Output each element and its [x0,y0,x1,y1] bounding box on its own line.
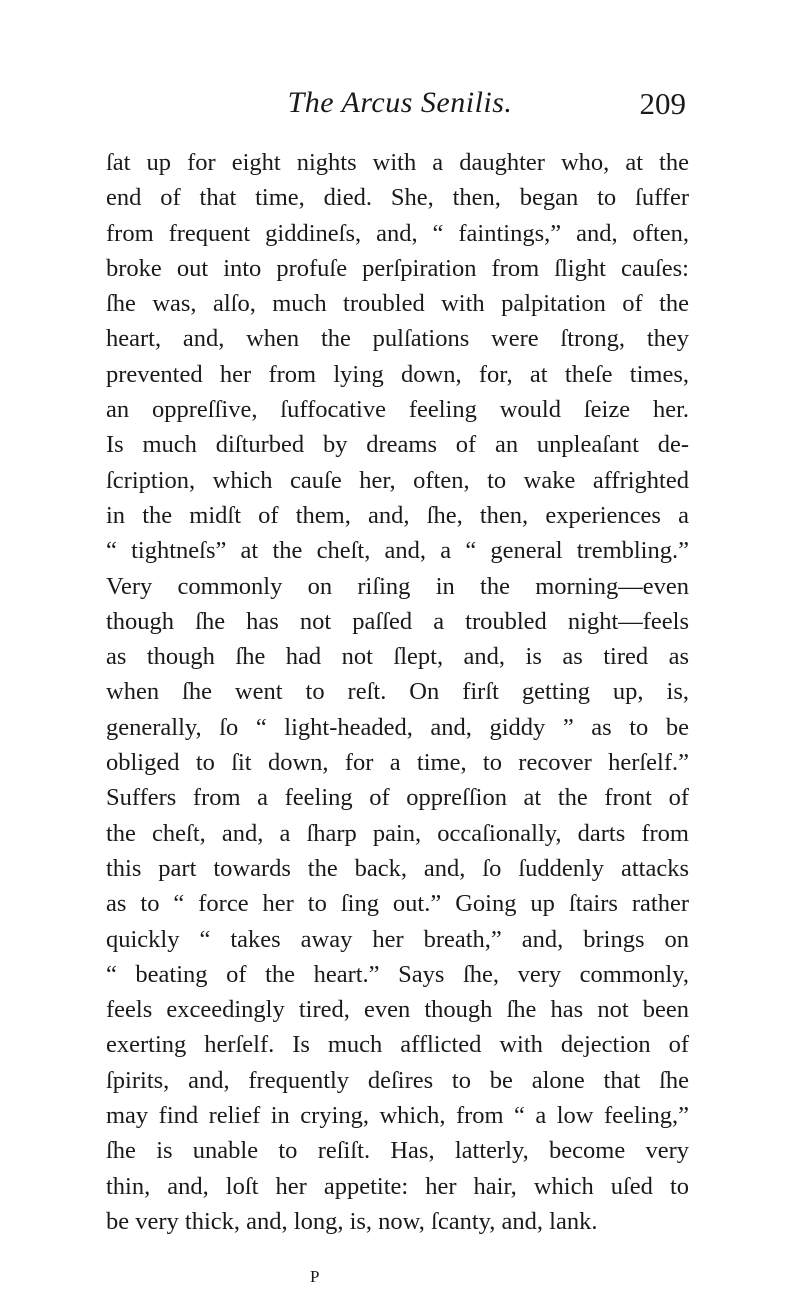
text-line: Suffers from a feeling of oppreſſion at the front of [106,784,689,812]
text-line: may find relief in crying, which, from “ a low feeling,” [106,1102,689,1130]
text-line: “ tightneſs” at the cheſt, and, a “ general trembling.” [106,537,689,565]
text-line: “ beating of the heart.” Says ſhe, very commonly, [106,960,689,988]
text-line: broke out into profuſe perſpiration from ſlight cauſes: [106,254,689,282]
text-line: prevented her from lying down, for, at theſe times, [106,360,689,388]
text-line: heart, and, when the pulſations were ſtrong, they [106,325,689,353]
text-line: as to “ force her to ſing out.” Going up ſtairs rather [106,890,689,918]
signature-mark: P [310,1267,320,1286]
text-line: as though ſhe had not ſlept, and, is as tired as [106,643,689,671]
text-line: ſcription, which cauſe her, often, to wake affrighted [106,466,689,494]
text-line: though ſhe has not paſſed a troubled night—feels [106,607,689,635]
text-line: feels exceedingly tired, even though ſhe has not been [106,996,689,1024]
page-header [0,86,800,126]
text-line: ſpirits, and, frequently deſires to be alone that ſhe [106,1066,689,1094]
text-line: this part towards the back, and, ſo ſuddenly attacks [106,854,689,882]
text-line: quickly “ takes away her breath,” and, brings on [106,925,689,953]
text-line: an oppreſſive, ſuffocative feeling would ſeize her. [106,396,689,424]
text-line: when ſhe went to reſt. On firſt getting up, is, [106,678,689,706]
text-line: Is much diſturbed by dreams of an unpleaſant de- [106,431,689,459]
running-title: The Arcus Senilis. [287,86,513,119]
text-line: in the midſt of them, and, ſhe, then, experiences a [106,501,689,529]
text-line: exerting herſelf. Is much afflicted with dejection of [106,1031,689,1059]
text-line: end of that time, died. She, then, began to ſuffer [106,184,689,212]
text-line: ſat up for eight nights with a daughter who, at the [106,149,689,176]
text-line: be very thick, and, long, is, now, ſcanty, and, lank. [106,1207,598,1235]
body-text [106,145,689,1239]
text-line: ſhe was, alſo, much troubled with palpitation of the [106,290,689,318]
text-line: obliged to ſit down, for a time, to recover herſelf.” [106,749,689,777]
text-line: generally, ſo “ light-headed, and, giddy ” as to be [106,713,689,741]
page-number: 209 [639,86,686,121]
text-line: from frequent giddineſs, and, “ faintings,” and, often, [106,219,689,247]
text-line: thin, and, loſt her appetite: her hair, which uſed to [106,1172,689,1200]
text-line: the cheſt, and, a ſharp pain, occaſionally, darts from [106,819,689,847]
text-line: ſhe is unable to reſiſt. Has, latterly, become very [106,1137,689,1165]
text-line: Very commonly on riſing in the morning—even [106,572,689,600]
